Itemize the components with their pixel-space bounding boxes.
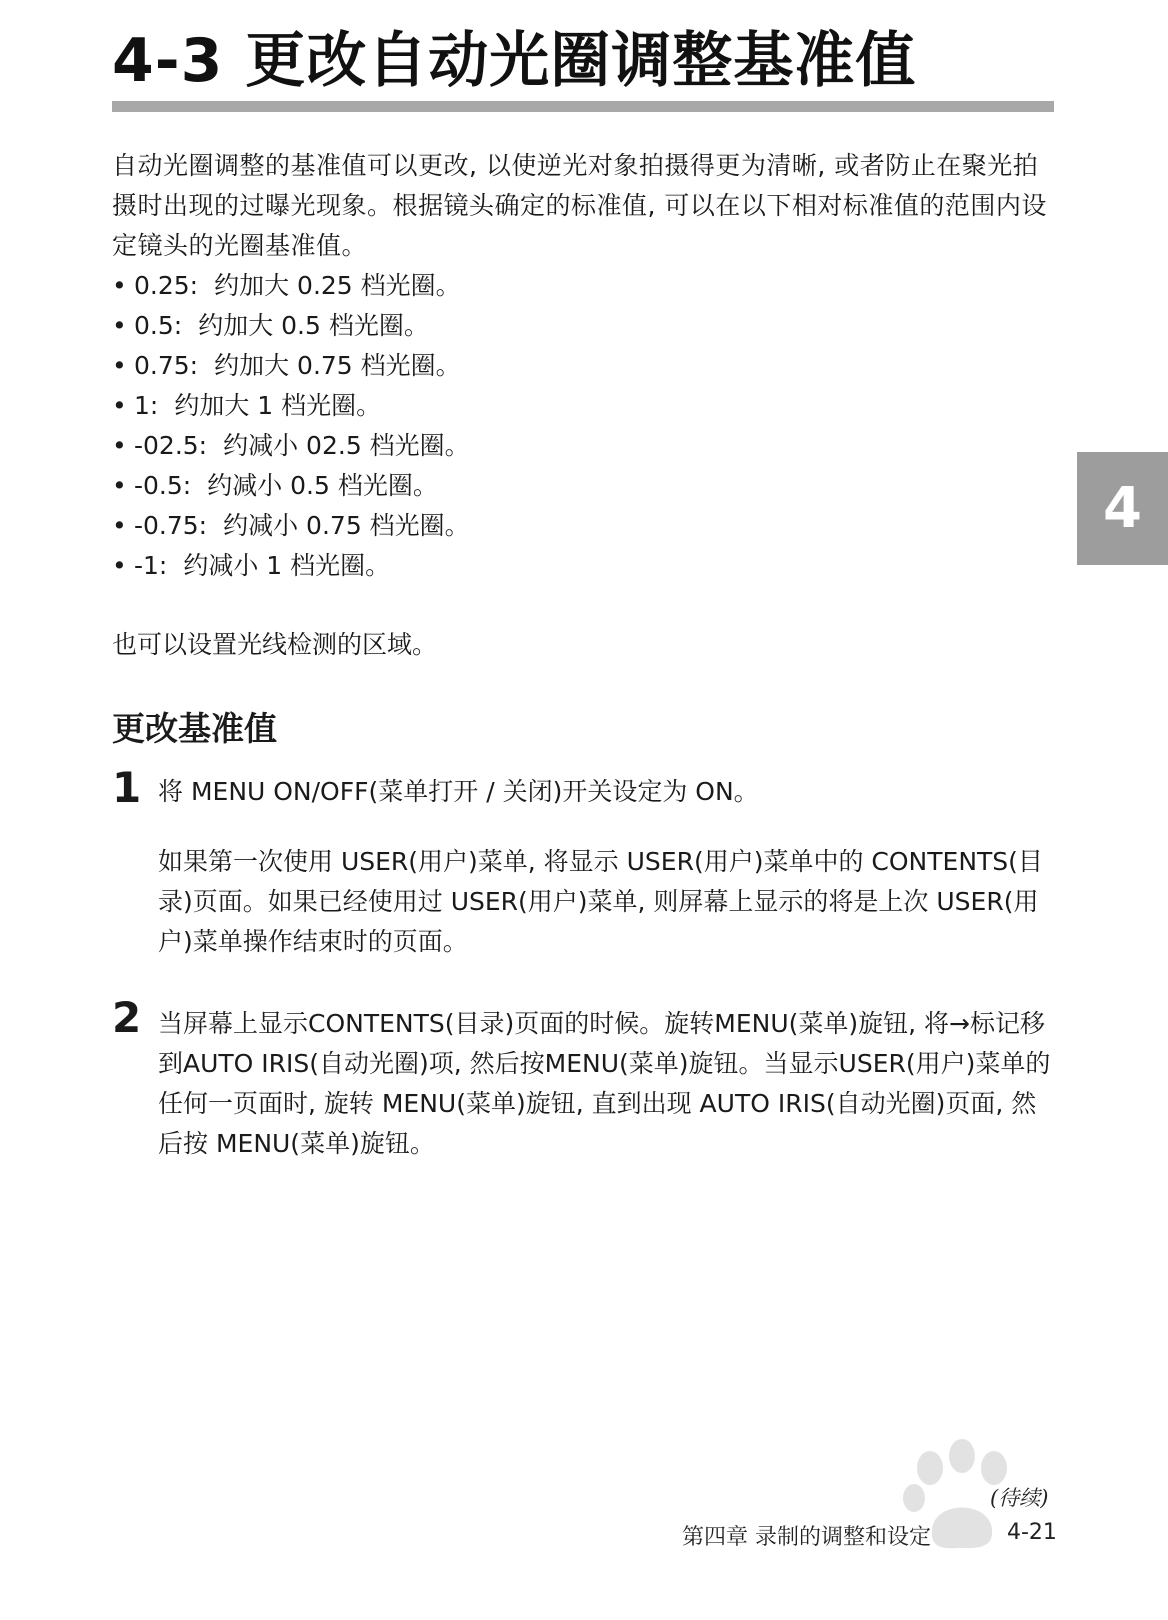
- step-body: [158, 1004, 1054, 1164]
- step-number: 1: [112, 763, 142, 812]
- list-item: [112, 266, 470, 306]
- list-item-desc: 约减小 0.75 档光圈。: [223, 511, 470, 540]
- list-item-desc: 约加大 0.25 档光圈。: [214, 271, 461, 300]
- bullet-symbol: •: [112, 311, 127, 340]
- intro-paragraph: 自动光圈调整的基准值可以更改, 以使逆光对象拍摄得更为清晰, 或者防止在聚光拍摄时出现的过曝光现象。根据镜头确定的标准值, 可以在以下相对标准值的范围内设定镜头的光圈基准值。: [112, 151, 1047, 260]
- page-title: 4-3 更改自动光圈调整基准值: [112, 26, 917, 96]
- title-divider: [112, 101, 1054, 112]
- bullet-symbol: •: [112, 511, 127, 540]
- section-heading: 更改基准值: [112, 709, 277, 748]
- step-body: [158, 772, 1054, 962]
- continued-label: (待续): [990, 1486, 1049, 1510]
- list-item-key: 0.5:: [134, 311, 183, 340]
- bullet-symbol: •: [112, 271, 127, 300]
- area-note: 也可以设置光线检测的区域。: [112, 630, 438, 659]
- list-item: [112, 506, 470, 546]
- bullet-symbol: •: [112, 351, 127, 380]
- list-item-key: 0.75:: [134, 351, 199, 380]
- step-number: 2: [112, 993, 142, 1042]
- bullet-symbol: •: [112, 391, 127, 420]
- bullet-symbol: •: [112, 551, 127, 580]
- step-instruction: 将 MENU ON/OFF(菜单打开 / 关闭)开关设定为 ON。: [158, 777, 759, 806]
- list-item-desc: 约减小 1 档光圈。: [183, 551, 391, 580]
- chapter-tab: 4: [1077, 452, 1168, 565]
- value-list: [112, 266, 470, 586]
- list-item-key: 1:: [134, 391, 159, 420]
- list-item: [112, 386, 470, 426]
- list-item-desc: 约加大 0.75 档光圈。: [214, 351, 461, 380]
- bullet-symbol: •: [112, 471, 127, 500]
- list-item-desc: 约加大 0.5 档光圈。: [198, 311, 429, 340]
- list-item-key: 0.25:: [134, 271, 199, 300]
- list-item: [112, 426, 470, 466]
- list-item-key: -0.75:: [134, 511, 208, 540]
- list-item-desc: 约加大 1 档光圈。: [174, 391, 382, 420]
- step-explanation: 如果第一次使用 USER(用户)菜单, 将显示 USER(用户)菜单中的 CONTENTS(目录)页面。如果已经使用过 USER(用户)菜单, 则屏幕上显示的将是上次 USER(用户)菜单操作结束时的页面。: [158, 847, 1043, 956]
- page-number: 4-21: [1007, 1520, 1057, 1545]
- list-item-desc: 约减小 0.5 档光圈。: [207, 471, 438, 500]
- list-item-key: -1:: [134, 551, 168, 580]
- footer-chapter-title: 第四章 录制的调整和设定: [682, 1525, 931, 1550]
- list-item-desc: 约减小 02.5 档光圈。: [223, 431, 470, 460]
- list-item: [112, 546, 470, 586]
- step-instruction: 当屏幕上显示CONTENTS(目录)页面的时候。旋转MENU(菜单)旋钮, 将→标记移到AUTO IRIS(自动光圈)项, 然后按MENU(菜单)旋钮。当显示USER(用户)菜单的任何一页面时, 旋转 MENU(菜单)旋钮, 直到出现 AUTO IRIS(自动光圈)页面, 然后按 MENU(菜单)旋钮。: [158, 1009, 1051, 1158]
- list-item-key: -02.5:: [134, 431, 208, 460]
- list-item: [112, 466, 470, 506]
- list-item-key: -0.5:: [134, 471, 192, 500]
- list-item: [112, 306, 470, 346]
- list-item: [112, 346, 470, 386]
- bullet-symbol: •: [112, 431, 127, 460]
